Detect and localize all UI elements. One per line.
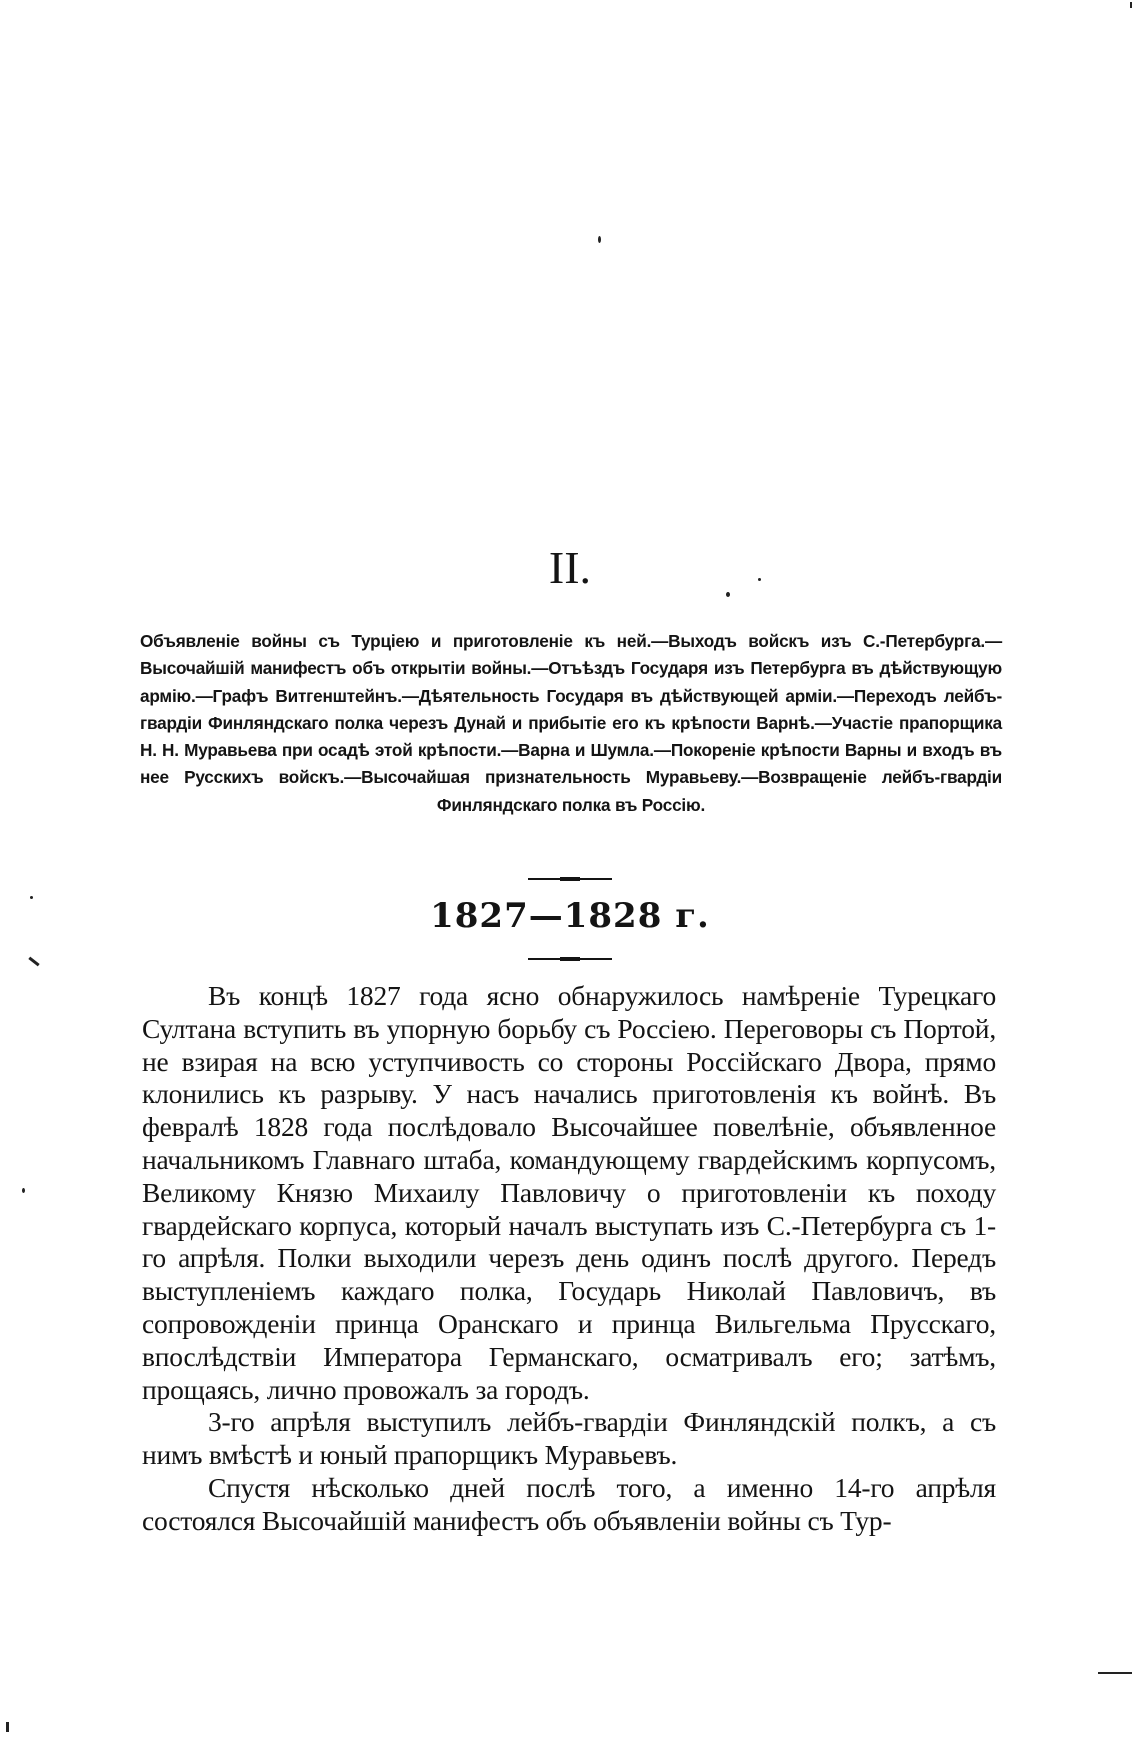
scan-edge-mark: [28, 957, 39, 967]
scan-speck: [22, 1188, 25, 1193]
scan-edge-mark: [1130, 2, 1132, 8]
paragraph-2: 3-го апрѣля выступилъ лейбъ-гвардіи Финляндскій полкъ, а съ нимъ вмѣстѣ и юный прапорщикъ Муравьевъ.: [142, 1406, 996, 1471]
scan-speck: [30, 896, 33, 899]
paragraph-3: Спустя нѣсколько дней послѣ того, а именно 14-го апрѣля состоялся Высочайшій манифестъ объ объявленіи войны съ Тур-: [142, 1471, 996, 1536]
chapter-numeral: II.: [548, 542, 592, 593]
ornamental-rule-bottom: [528, 958, 612, 960]
scan-edge-mark: [1098, 1672, 1132, 1674]
chapter-summary: Объявленіе войны съ Турціею и приготовленіе къ ней.—Выходъ войскъ изъ С.-Петербурга.—Высочайшій манифестъ объ открытіи войны.—Отъѣздъ Государя изъ Петербурга въ дѣйствующую армію.—Графъ Витгенштейнъ.—Дѣятельность Государя въ дѣйствующей арміи.—Переходъ лейбъ-гвардіи Финляндскаго полка черезъ Дунай и прибытіе его къ крѣпости Варнѣ.—Участіе прапорщика Н. Н. Муравьева при осадѣ этой крѣпости.—Варна и Шумла.—Покореніе крѣпости Варны и входъ въ нее Русскихъ войскъ.—Высочайшая признательность Муравьеву.—Возвращеніе лейбъ-гвардіи Финляндскаго полка въ Россію.: [140, 631, 1002, 815]
year-heading: 1827—1828 г.: [430, 896, 710, 936]
scan-edge-mark: [6, 1722, 9, 1732]
scan-speck: [758, 578, 761, 581]
scan-speck: [726, 592, 730, 597]
paragraph-1: Въ концѣ 1827 года ясно обнаружилось намѣреніе Турецкаго Султана вступить въ упорную борьбу съ Россіею. Переговоры съ Портой, не взирая на всю уступчивость со стороны Россійскаго Двора, прямо клонились къ разрыву. У насъ начались приготовленія къ войнѣ. Въ февралѣ 1828 года послѣдовало Высочайшее повелѣніе, объявленное начальникомъ Главнаго штаба, командующему гвардейскимъ корпусомъ, Великому Князю Михаилу Павловичу о приготовленіи къ походу гвардейскаго корпуса, который началъ выступать изъ С.-Петербурга съ 1-го апрѣля. Полки выходили черезъ день одинъ послѣ другого. Передъ выступленіемъ каждаго полка, Государь Николай Павловичъ, въ сопровожденіи принца Оранскаго и принца Вильгельма Прусскаго, впослѣдствіи Императора Германскаго, осматривалъ его; затѣмъ, прощаясь, лично провожалъ за городъ.: [142, 980, 996, 1405]
body-text: [142, 980, 996, 1538]
scan-speck: [598, 236, 601, 243]
ornamental-rule-top: [528, 878, 612, 880]
